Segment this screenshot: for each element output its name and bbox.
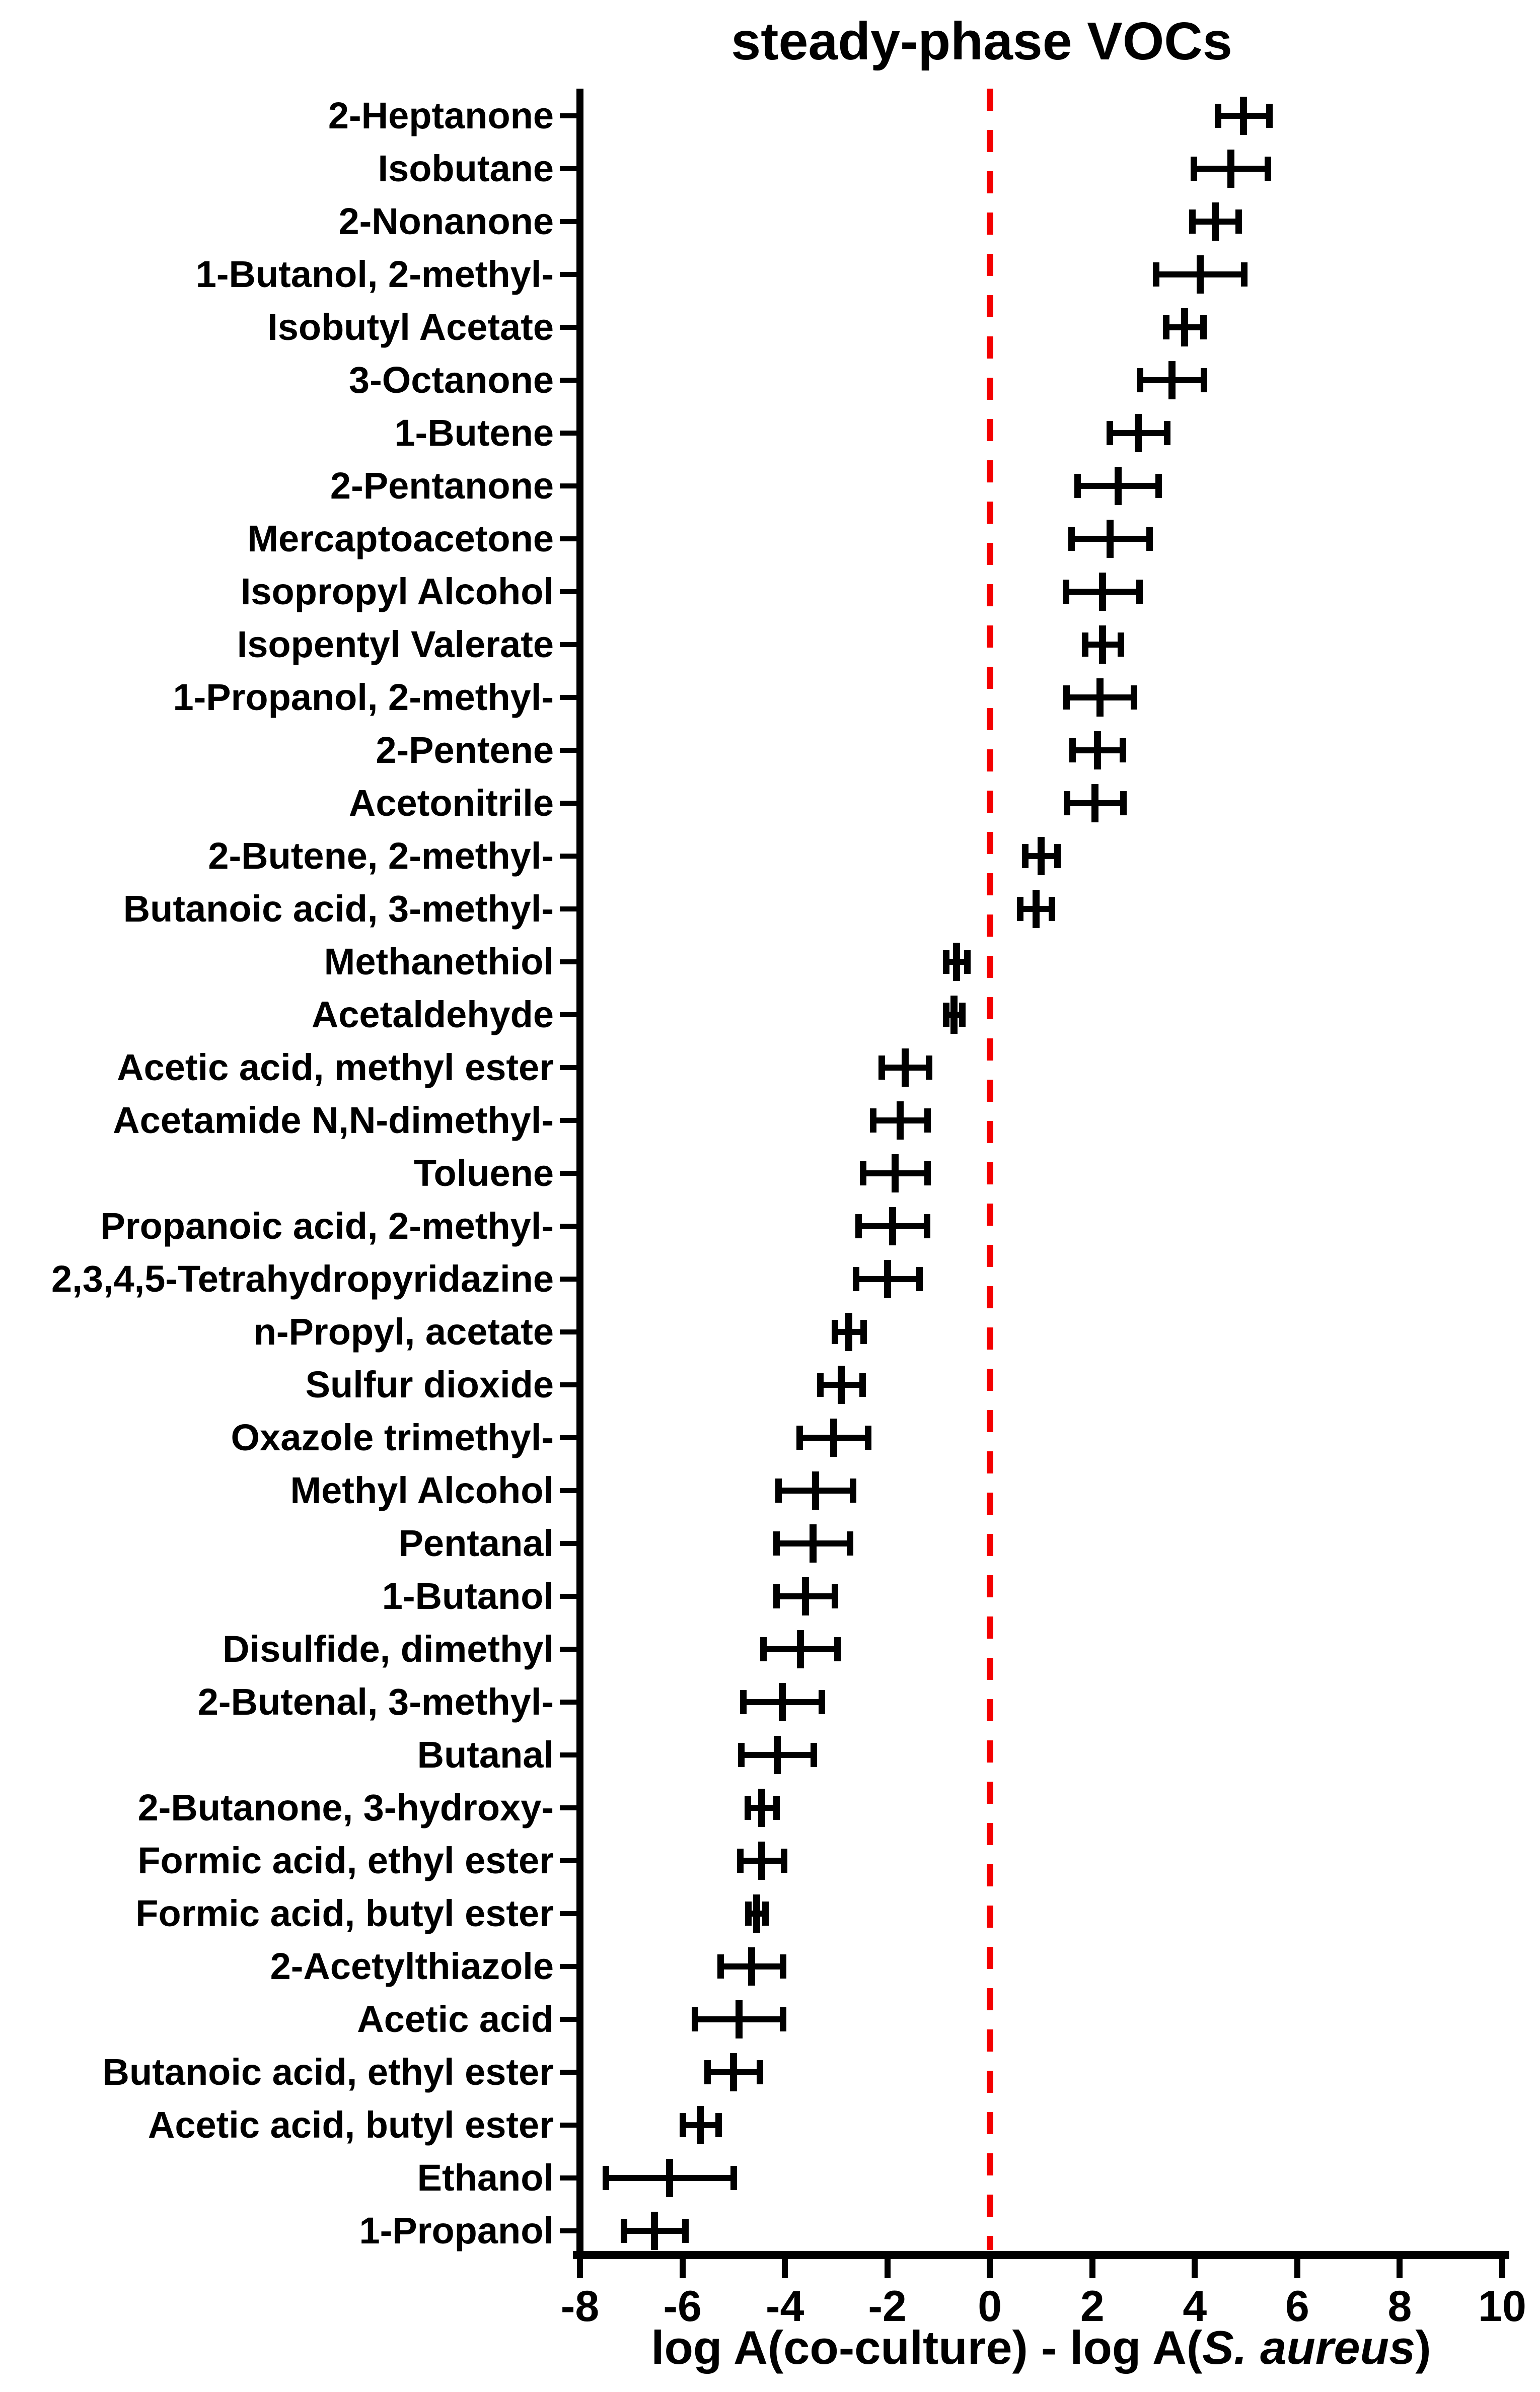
mean-marker [838,1366,845,1404]
category-label: Butanoic acid, 3-methyl- [123,888,554,930]
error-bar-cap-left [870,1108,876,1133]
category-label: Formic acid, butyl ester [135,1892,554,1934]
y-tick [560,1700,576,1705]
mean-marker [730,2053,737,2091]
error-bar-cap-right [762,1902,769,1926]
mean-marker [1227,150,1234,188]
category-label: 2-Pentanone [330,465,554,507]
y-tick [560,1224,576,1229]
y-tick [560,1964,576,1969]
error-bar-cap-right [860,1320,867,1344]
error-bar-cap-left [855,1214,862,1238]
category-label: Acetic acid [357,1998,554,2040]
error-bar-cap-right [832,1584,838,1608]
error-bar-cap-left [1107,421,1113,445]
category-label: Propanoic acid, 2-methyl- [100,1205,554,1247]
error-bar-cap-right [847,1531,853,1556]
y-tick [560,2070,576,2075]
y-tick [560,431,576,436]
y-tick [560,536,576,541]
error-bar-cap-right [924,1214,930,1238]
mean-marker [802,1577,809,1615]
error-bar-cap-right [773,1796,780,1820]
error-bar-cap-right [1146,527,1153,551]
error-bar-cap-right [780,1954,786,1979]
y-tick [560,378,576,383]
mean-marker [810,1524,817,1563]
mean-marker [1099,573,1106,611]
error-bar-cap-left [704,2060,711,2084]
category-label: Disulfide, dimethyl [223,1628,554,1670]
error-bar-cap-right [757,2060,763,2084]
category-label: 1-Butanol [382,1575,554,1617]
x-tick [1089,2259,1095,2278]
y-tick [560,1594,576,1599]
error-bar-cap-right [1241,262,1248,287]
x-tick [782,2259,788,2278]
y-axis-spine [576,89,583,2259]
mean-marker [1168,361,1176,399]
y-tick [560,695,576,700]
error-bar-cap-left [943,1003,949,1027]
error-bar-cap-right [924,1161,931,1185]
error-bar-cap-left [1163,315,1169,339]
error-bar-cap-right [916,1267,923,1291]
error-bar-cap-right [780,2007,786,2031]
mean-marker [774,1736,781,1774]
mean-marker [953,943,960,981]
category-label: 2-Heptanone [328,95,554,136]
y-tick [560,589,576,594]
x-tick-label: 4 [1183,2282,1207,2331]
x-tick-label: 10 [1478,2282,1526,2331]
x-axis-label-prefix: log A(co-culture) - log A( [651,2321,1203,2374]
error-bar-cap-left [1153,262,1159,287]
x-tick [1499,2259,1505,2278]
category-label: Acetic acid, butyl ester [148,2104,554,2146]
category-label: Butanoic acid, ethyl ester [102,2051,554,2093]
mean-marker [758,1789,765,1827]
y-tick [560,854,576,859]
mean-marker [1240,97,1247,135]
y-tick [560,2017,576,2022]
error-bar-cap-left [878,1056,885,1080]
mean-marker [1094,731,1101,769]
mean-marker [779,1683,786,1721]
error-bar-cap-left [1137,368,1143,392]
mean-marker [1135,414,1142,452]
y-tick [560,1752,576,1757]
category-label: Sulfur dioxide [305,1364,554,1405]
mean-marker [1115,467,1122,505]
category-label: Isobutyl Acetate [267,306,554,348]
x-axis-label [580,2320,1502,2375]
category-label: 2-Nonanone [338,200,554,242]
x-axis-label-species-italic: S. aureus [1202,2321,1416,2374]
mean-marker [666,2159,673,2197]
y-tick [560,1541,576,1546]
category-label: n-Propyl, acetate [253,1311,554,1353]
error-bar-cap-right [781,1849,787,1873]
error-bar-cap-right [730,2166,737,2190]
error-bar-cap-left [745,1902,752,1926]
error-bar-cap-left [1074,474,1081,498]
y-tick [560,1911,576,1916]
mean-marker [1107,520,1114,558]
error-bar-cap-left [738,1743,745,1767]
error-bar-cap-right [819,1690,825,1714]
y-tick [560,1277,576,1282]
category-label: Acetonitrile [348,782,554,824]
error-bar-cap-right [1235,209,1242,234]
error-bar-cap-left [621,2219,627,2243]
zero-reference-line [987,89,993,2250]
x-tick-label: 8 [1387,2282,1412,2331]
x-tick [1294,2259,1300,2278]
y-tick [560,906,576,911]
error-bar-cap-left [1064,791,1070,815]
error-bar-cap-right [1266,104,1273,128]
category-label: Toluene [413,1152,554,1194]
mean-marker [758,1842,765,1880]
error-bar-cap-left [1017,897,1023,921]
category-label: 2-Butanone, 3-hydroxy- [137,1787,554,1828]
error-bar-cap-right [834,1637,841,1661]
error-bar-cap-right [1054,844,1061,868]
mean-marker [753,1894,760,1933]
x-tick-label: -8 [560,2282,600,2331]
x-tick [1397,2259,1403,2278]
mean-marker [697,2106,704,2144]
category-label: Acetic acid, methyl ester [117,1046,554,1088]
x-tick [680,2259,686,2278]
y-tick [560,2175,576,2180]
mean-marker [950,996,958,1034]
y-tick [560,1488,576,1493]
category-label: Isopropyl Alcohol [240,571,554,612]
error-bar-cap-left [817,1373,824,1397]
y-tick [560,219,576,224]
category-label: 2-Acetylthiazole [270,1945,554,1987]
mean-marker [884,1260,891,1298]
x-tick [1192,2259,1198,2278]
mean-marker [651,2212,658,2250]
error-bar-cap-left [760,1637,767,1661]
error-bar-cap-left [1068,527,1075,551]
y-tick [560,1647,576,1652]
y-tick [560,1329,576,1334]
error-bar-cap-left [1063,685,1070,710]
y-tick [560,113,576,118]
error-bar-cap-left [943,950,949,974]
y-tick [560,748,576,753]
x-tick-label: -4 [765,2282,804,2331]
category-label: Isobutane [378,148,554,189]
category-label: Pentanal [398,1522,554,1564]
error-bar-cap-left [737,1849,744,1873]
mean-marker [1181,308,1188,346]
category-label: 2-Butene, 2-methyl- [208,835,554,877]
mean-marker [1033,890,1040,928]
y-tick [560,2228,576,2233]
error-bar-cap-right [1136,580,1143,604]
error-bar-cap-right [924,1108,931,1133]
error-bar-cap-right [964,950,971,974]
y-tick [560,2123,576,2128]
mean-marker [1197,255,1204,294]
error-bar-cap-right [811,1743,817,1767]
mean-marker [1096,678,1104,717]
error-bar-cap-right [1155,474,1162,498]
error-bar-cap-right [926,1056,932,1080]
mean-marker [830,1419,837,1457]
y-tick [560,1805,576,1810]
category-label: 3-Octanone [348,359,554,401]
mean-marker [736,2000,743,2038]
error-bar-cap-left [745,1796,751,1820]
category-label: Ethanol [417,2157,554,2199]
y-tick [560,166,576,171]
error-bar-cap-left [773,1584,780,1608]
mean-marker [748,1947,755,1986]
category-label: Oxazole trimethyl- [231,1417,554,1458]
error-bar-cap-right [1200,315,1207,339]
y-tick [560,1382,576,1387]
x-tick-label: -6 [663,2282,702,2331]
category-label: Butanal [417,1734,554,1776]
mean-marker [902,1048,909,1087]
error-bar-cap-right [1131,685,1137,710]
category-label: Acetaldehyde [311,994,554,1035]
category-label: Methyl Alcohol [290,1469,554,1511]
error-bar-cap-right [959,1003,966,1027]
category-label: 1-Butene [394,412,554,454]
x-tick [885,2259,891,2278]
error-bar-cap-left [853,1267,859,1291]
x-tick-label: 2 [1080,2282,1105,2331]
error-bar-cap-left [1189,209,1196,234]
error-bar-cap-right [1201,368,1207,392]
y-tick [560,642,576,647]
y-tick [560,272,576,277]
error-bar-cap-right [850,1479,856,1503]
category-label: 2,3,4,5-Tetrahydropyridazine [51,1258,554,1300]
category-label: Isopentyl Valerate [237,623,554,665]
category-label: 1-Propanol [359,2210,554,2252]
error-bar-cap-right [1265,157,1271,181]
error-bar-cap-left [1215,104,1221,128]
error-bar-cap-right [865,1426,871,1450]
mean-marker [1099,625,1106,664]
mean-marker [845,1313,852,1351]
category-label: 1-Butanol, 2-methyl- [195,253,554,295]
mean-marker [892,1154,899,1192]
error-bar-cap-left [1022,844,1029,868]
category-label: 1-Propanol, 2-methyl- [173,676,554,718]
y-tick [560,801,576,806]
x-tick-label: 0 [978,2282,1002,2331]
error-bar-cap-left [832,1320,838,1344]
error-bar-cap-left [1063,580,1069,604]
y-tick [560,959,576,964]
x-axis-line [573,2251,1509,2259]
error-bar-cap-left [860,1161,866,1185]
error-bar-cap-right [682,2219,689,2243]
category-label: Mercaptoacetone [247,518,554,559]
error-bar-cap-right [1049,897,1055,921]
category-label: Methanethiol [324,941,554,982]
y-tick [560,325,576,330]
x-tick-label: 6 [1285,2282,1309,2331]
category-label: Formic acid, ethyl ester [137,1840,554,1881]
error-bar-cap-left [717,1954,724,1979]
mean-marker [1091,784,1098,822]
y-tick [560,1012,576,1017]
error-bar-cap-left [1191,157,1197,181]
error-bar-cap-left [692,2007,698,2031]
mean-marker [797,1630,804,1668]
category-label: Acetamide N,N-dimethyl- [113,1099,554,1141]
category-label: 2-Pentene [376,729,554,771]
y-tick [560,1171,576,1176]
mean-marker [1038,837,1045,875]
y-tick [560,1435,576,1440]
x-tick [577,2259,583,2278]
error-bar-cap-left [773,1531,780,1556]
error-bar-cap-left [603,2166,609,2190]
x-tick [987,2259,993,2278]
x-axis-label-suffix: ) [1415,2321,1431,2374]
mean-marker [812,1471,819,1510]
mean-marker [897,1101,904,1140]
error-bar-cap-left [775,1479,782,1503]
y-tick [560,1858,576,1863]
mean-marker [1212,202,1219,241]
error-bar-cap-left [1069,738,1076,762]
error-bar-cap-left [796,1426,803,1450]
error-bar-cap-left [740,1690,747,1714]
x-tick-label: -2 [868,2282,907,2331]
error-bar-cap-left [1082,632,1088,657]
category-label: 2-Butenal, 3-methyl- [197,1681,554,1723]
error-bar-cap-left [680,2113,686,2137]
y-tick [560,1065,576,1070]
mean-marker [889,1207,896,1245]
error-bar-cap-right [1118,632,1124,657]
error-bar-cap-right [859,1373,866,1397]
chart-title: steady-phase VOCs [731,12,1232,71]
error-bar-cap-right [1120,738,1126,762]
error-bar-cap-right [1120,791,1127,815]
y-tick [560,1118,576,1123]
error-bar-cap-right [715,2113,722,2137]
error-bar-cap-right [1164,421,1170,445]
y-tick [560,483,576,488]
